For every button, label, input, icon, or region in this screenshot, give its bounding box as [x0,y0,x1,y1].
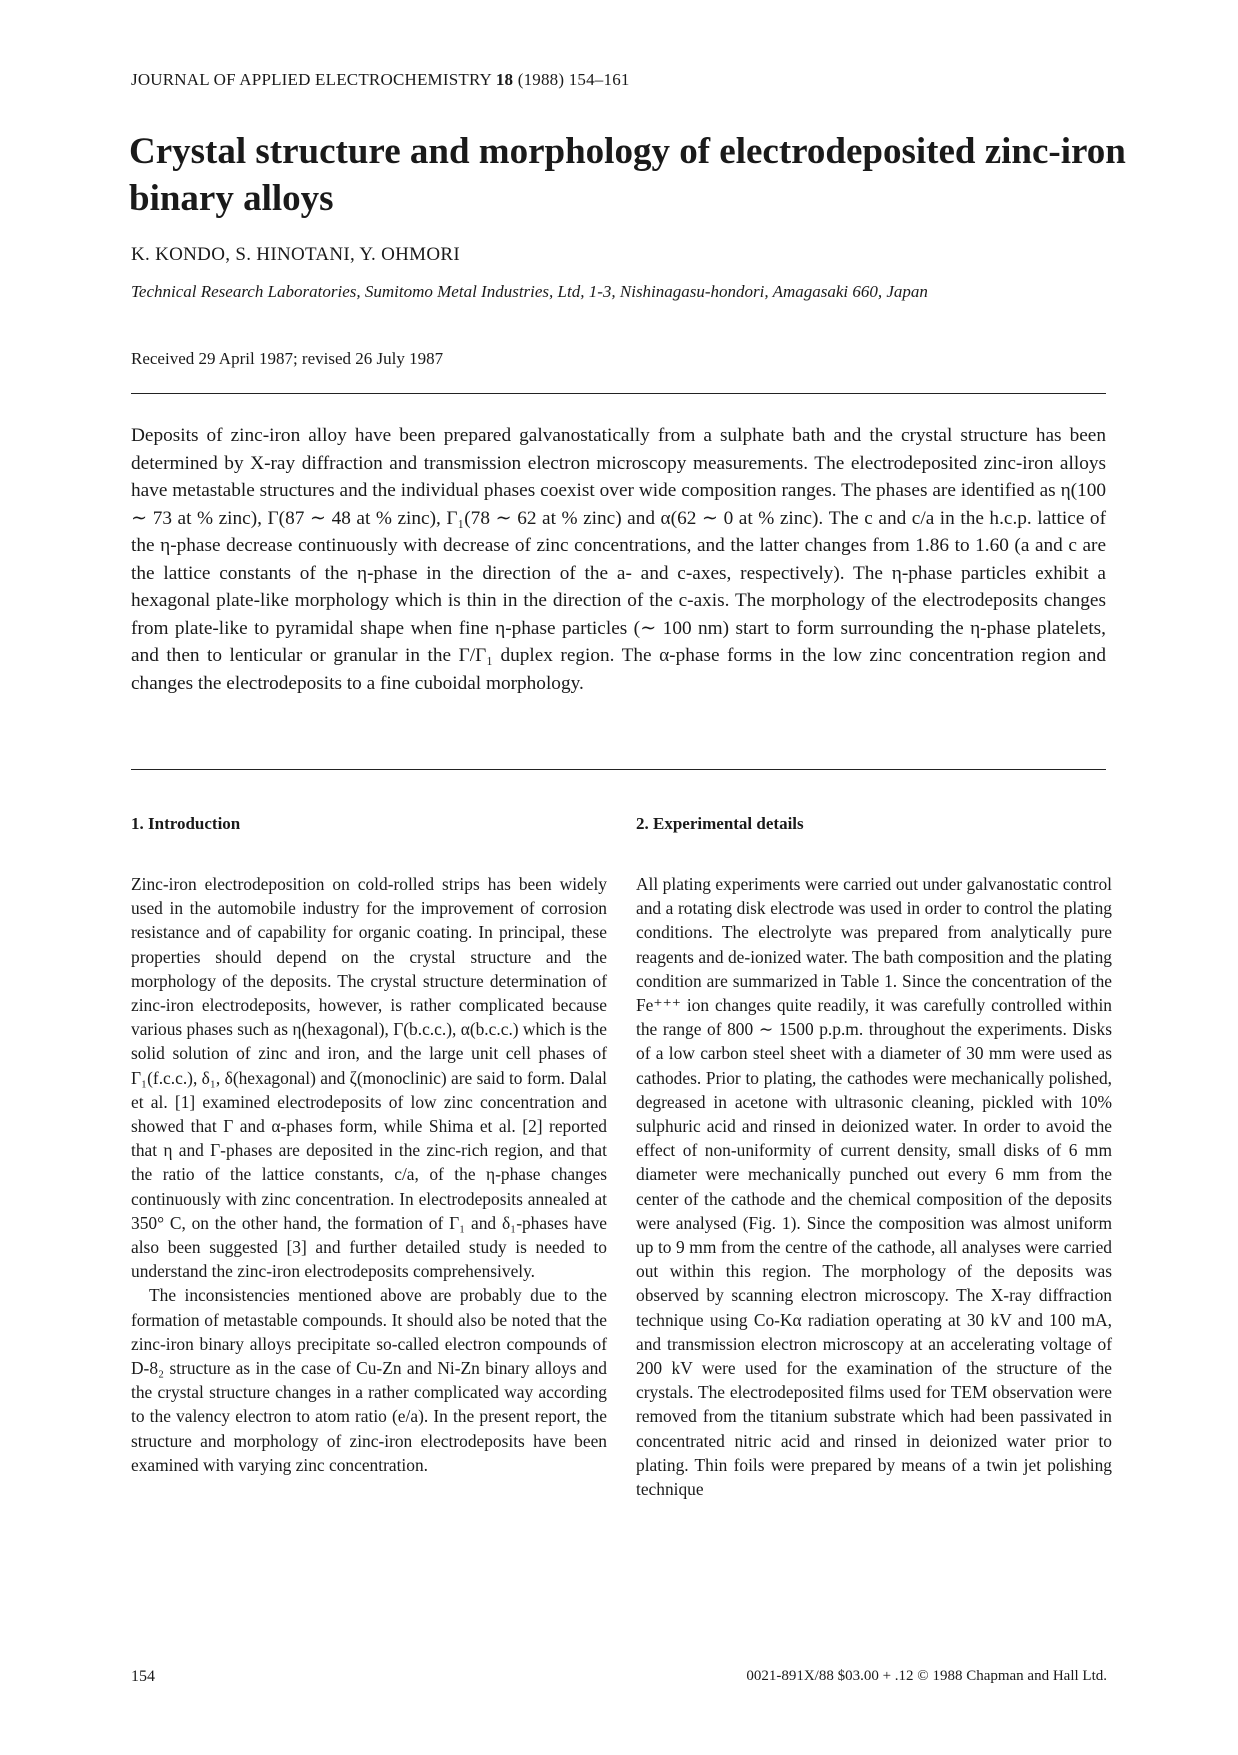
section-heading-introduction: 1. Introduction [131,814,241,833]
experimental-paragraph-1: All plating experiments were carried out under galvanostatic control and a rotating disk electrode was used in order to control the plating conditions. The electrolyte was prepared from analytically pure reagents and de-ionized water. The bath composition and the plating condition are summarized in Table 1. Since the concentration of the Fe⁺⁺⁺ ion changes quite readily, it was carefully controlled within the range of 800 ∼ 1500 p.p.m. throughout the experiments. Disks of a low carbon steel sheet with a diameter of 30 mm were used as cathodes. Prior to plating, the cathodes were mechanically polished, degreased in acetone with ultrasonic cleaning, pickled with 10% sulphuric acid and rinsed in deionized water. In order to avoid the effect of non-uniformity of current density, small disks of 6 mm diameter were mechanically punched out every 6 mm from the center of the cathode and the chemical composition of the deposits were analysed (Fig. 1). Since the composition was almost uniform up to 9 mm from the centre of the cathode, all analyses were carried out within this region. The morphology of the deposits was observed by scanning electron microscopy. The X-ray diffraction technique using Co-Kα radiation operating at 30 kV and 100 mA, and transmission electron microscopy at an accelerating voltage of 200 kV were used for the examination of the structure of the crystals. The electrodeposited films used for TEM observation were removed from the titanium substrate which had been passivated in concentrated nitric acid and rinsed in deionized water prior to plating. Thin foils were prepared by means of a twin jet polishing technique [636,874,1112,1500]
journal-header [131,70,630,90]
journal-year-pages: (1988) 154–161 [517,70,630,89]
rule-top [131,393,1106,394]
section-heading-experimental: 2. Experimental details [636,814,804,833]
journal-volume: 18 [495,70,514,89]
column-left [131,812,607,1477]
rule-bottom [131,769,1106,770]
received-dates: Received 29 April 1987; revised 26 July 1987 [131,349,444,368]
authors: K. KONDO, S. HINOTANI, Y. OHMORI [131,244,460,265]
intro-paragraph-1: Zinc-iron electrodeposition on cold-rolled strips has been widely used in the automobile industry for the improvement of corrosion resistance and of capability for organic coating. In principal, these properties should depend on the crystal structure and the morphology of the deposits. The crystal structure determination of zinc-iron electrodeposits, however, is rather complicated because various phases such as η(hexagonal), Γ(b.c.c.), α(b.c.c.) which is the solid solution of zinc and iron, and the large unit cell phases of Γ₁(f.c.c.), δ₁, δ(hexagonal) and ζ(monoclinic) are said to form. Dalal et al. [1] examined electrodeposits of low zinc concentration and showed that Γ and α-phases form, while Shima et al. [2] reported that η and Γ-phases are deposited in the zinc-rich region, and that the ratio of the lattice constants, c/a, of the η-phase changes continuously with zinc concentration. In electrodeposits annealed at 350° C, on the other hand, the formation of Γ₁ and δ₁-phases have also been suggested [3] and further detailed study is needed to understand the zinc-iron electrodeposits comprehensively. [131,874,608,1282]
page-number: 154 [131,1668,155,1685]
affiliation: Technical Research Laboratories, Sumitomo Metal Industries, Ltd, 1-3, Nishinagasu-hondori, Amagasaki 660, Japan [131,282,928,301]
intro-paragraph-2: The inconsistencies mentioned above are probably due to the formation of metastable compounds. It should also be noted that the zinc-iron binary alloys precipitate so-called electron compounds of D-8₂ structure as in the case of Cu-Zn and Ni-Zn binary alloys and the crystal structure changes in a rather complicated way according to the valency electron to atom ratio (e/a). In the present report, the structure and morphology of zinc-iron electrodeposits have been examined with varying zinc concentration. [131,1285,607,1475]
column-right [636,812,1112,1501]
abstract: Deposits of zinc-iron alloy have been prepared galvanostatically from a sulphate bath and the crystal structure has been determined by X-ray diffraction and transmission electron microscopy measurements. The electrodeposited zinc-iron alloys have metastable structures and the individual phases coexist over wide composition ranges. The phases are identified as η(100 ∼ 73 at % zinc), Γ(87 ∼ 48 at % zinc), Γ₁(78 ∼ 62 at % zinc) and α(62 ∼ 0 at % zinc). The c and c/a in the h.c.p. lattice of the η-phase decrease continuously with decrease of zinc concentrations, and the latter changes from 1.86 to 1.60 (a and c are the lattice constants of the η-phase in the direction of the a- and c-axes, respectively). The η-phase particles exhibit a hexagonal plate-like morphology which is thin in the direction of the c-axis. The morphology of the electrodeposits changes from plate-like to pyramidal shape when fine η-phase particles (∼ 100 nm) start to form surrounding the η-phase platelets, and then to lenticular or granular in the Γ/Γ₁ duplex region. The α-phase forms in the low zinc concentration region and changes the electrodeposits to a fine cuboidal morphology. [131,425,1106,694]
journal-name: JOURNAL OF APPLIED ELECTROCHEMISTRY [131,70,492,89]
paper-title: Crystal structure and morphology of electrodeposited zinc-iron binary alloys [129,131,1126,219]
copyright-line: 0021-891X/88 $03.00 + .12 © 1988 Chapman and Hall Ltd. [746,1668,1107,1684]
